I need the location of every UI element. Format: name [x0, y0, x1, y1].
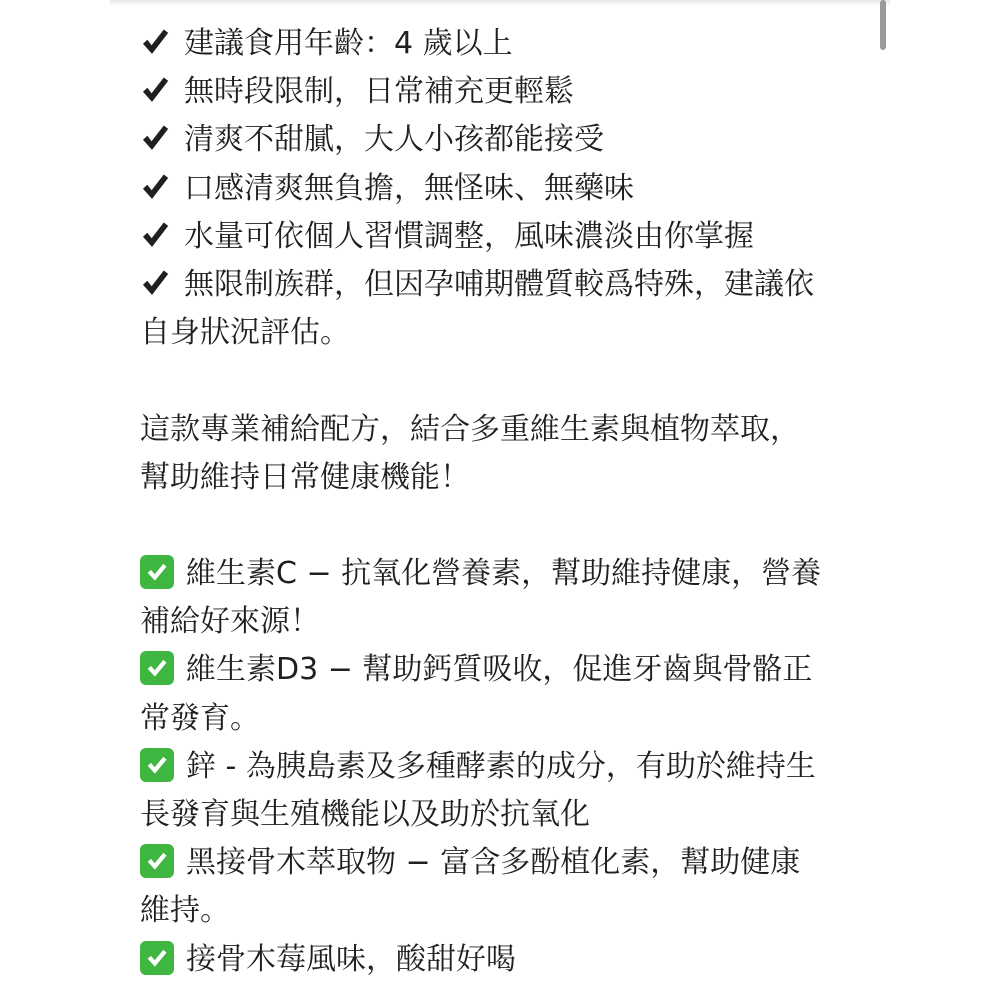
line-text: 維持。	[140, 893, 230, 929]
blank-line	[140, 357, 880, 405]
heavy-check-mark-icon	[140, 75, 170, 105]
check-box-icon	[140, 651, 174, 685]
line-text: 水量可依個人習慣調整，風味濃淡由你掌握	[184, 218, 754, 254]
text-line	[140, 936, 880, 984]
heavy-check-mark-icon	[140, 172, 170, 202]
text-line	[140, 598, 880, 646]
text-line	[140, 213, 880, 261]
text-line	[140, 309, 880, 357]
blank-line	[140, 502, 880, 550]
line-text: 無時段限制，日常補充更輕鬆	[184, 74, 574, 110]
line-text: 口感清爽無負擔，無怪味、無藥味	[184, 170, 634, 206]
line-text: 接骨木莓風味，酸甜好喝	[186, 941, 516, 977]
text-line	[140, 695, 880, 743]
product-description	[140, 20, 880, 984]
line-text: 常發育。	[140, 700, 260, 736]
top-shadow	[110, 0, 890, 6]
text-line	[140, 261, 880, 309]
check-box-icon	[140, 748, 174, 782]
text-line	[140, 20, 880, 68]
heavy-check-mark-icon	[140, 220, 170, 250]
line-text: 補給好來源！	[140, 604, 320, 640]
heavy-check-mark-icon	[140, 268, 170, 298]
check-box-icon	[140, 941, 174, 975]
text-line	[140, 887, 880, 935]
text-line	[140, 68, 880, 116]
line-text: 長發育與生殖機能以及助於抗氧化	[140, 797, 590, 832]
text-line	[140, 116, 880, 164]
check-box-icon	[140, 844, 174, 878]
line-text: 維生素C − 抗氧化營養素，幫助維持健康，營養	[186, 556, 822, 592]
text-line	[140, 646, 880, 694]
line-text: 維生素D3 − 幫助鈣質吸收，促進牙齒與骨骼正	[186, 652, 813, 688]
heavy-check-mark-icon	[140, 123, 170, 153]
text-line	[140, 406, 880, 454]
text-line	[140, 743, 880, 791]
text-line	[140, 165, 880, 213]
line-text: 自身狀況評估。	[140, 315, 350, 351]
heavy-check-mark-icon	[140, 27, 170, 57]
line-text: 黑接骨木萃取物 − 富含多酚植化素，幫助健康	[186, 845, 801, 881]
text-line	[140, 550, 880, 598]
line-text: 這款專業補給配方，結合多重維生素與植物萃取，	[140, 411, 800, 447]
line-text: 清爽不甜膩，大人小孩都能接受	[184, 122, 604, 158]
text-line	[140, 791, 880, 839]
line-text: 無限制族群，但因孕哺期體質較爲特殊，建議依	[184, 266, 814, 302]
line-text: 建議食用年齡：4 歲以上	[184, 26, 513, 61]
check-box-icon	[140, 555, 174, 589]
line-text: 鋅 - 為胰島素及多種酵素的成分，有助於維持生	[186, 748, 816, 784]
line-text: 幫助維持日常健康機能！	[140, 459, 470, 495]
scrollbar[interactable]	[880, 0, 886, 50]
text-line	[140, 454, 880, 502]
text-line	[140, 839, 880, 887]
